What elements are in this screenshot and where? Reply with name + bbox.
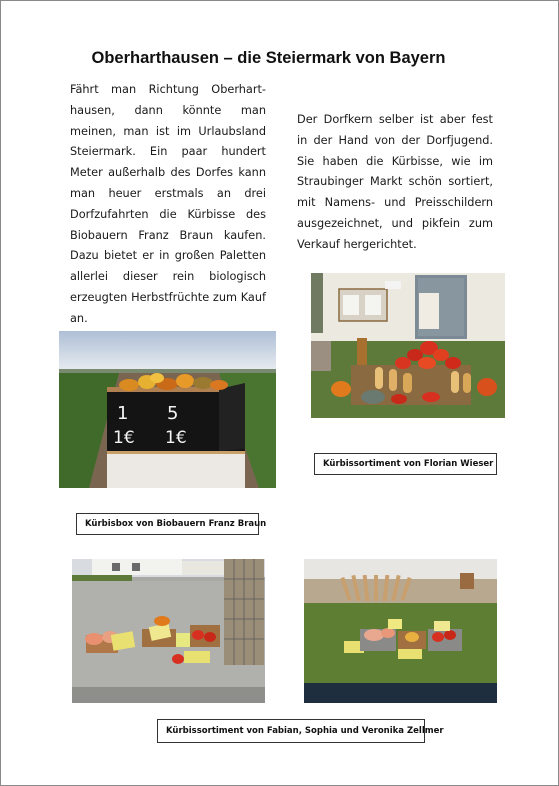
paragraph-right: Der Dorfkern selber ist aber fest in der Hand von der Dorfjugend. Sie haben die Kürbisse, wie im Straubinger Markt schön sortiert, mit Namens- und Preisschildern ausgezeichnet, und pikfein zum Verkauf hergerichtet. — [297, 113, 493, 251]
price-2: 5 — [167, 403, 179, 424]
price-4: 1€ — [165, 428, 187, 448]
zellmer-lawn-illustration — [304, 559, 497, 703]
zellmer-yard-illustration — [72, 559, 265, 703]
photo-wieser — [311, 273, 505, 418]
photo-kuerbisbox — [59, 331, 276, 488]
price-3: 1€ — [113, 428, 135, 448]
kuerbisbox-illustration — [59, 331, 276, 488]
caption-braun: Kürbisbox von Biobauern Franz Braun — [76, 513, 259, 535]
photo-zellmer-left — [72, 559, 265, 703]
wieser-stand-illustration — [311, 273, 505, 418]
caption-zellmer: Kürbissortiment von Fabian, Sophia und Veronika Zellmer — [157, 719, 425, 743]
caption-wieser: Kürbissortiment von Florian Wieser — [314, 453, 497, 475]
paragraph-left: Fährt man Richtung Oberharthausen, dann könnte man meinen, man ist im Urlaubsland Steiermark. Ein paar hundert Meter außerhalb des Dorfes kann man heuer erstmals an drei Dorfzufahrten die Kürbisse des Biobauern Franz Braun kaufen. Dazu bietet er in großen Paletten allerlei dieser rein biologisch erzeugten Herbstfrüchte zum Kauf an. — [70, 83, 266, 325]
price-1: 1 — [117, 403, 129, 424]
page-title: Oberharthausen – die Steiermark von Bayern — [91, 49, 446, 67]
photo-zellmer-right — [304, 559, 497, 703]
